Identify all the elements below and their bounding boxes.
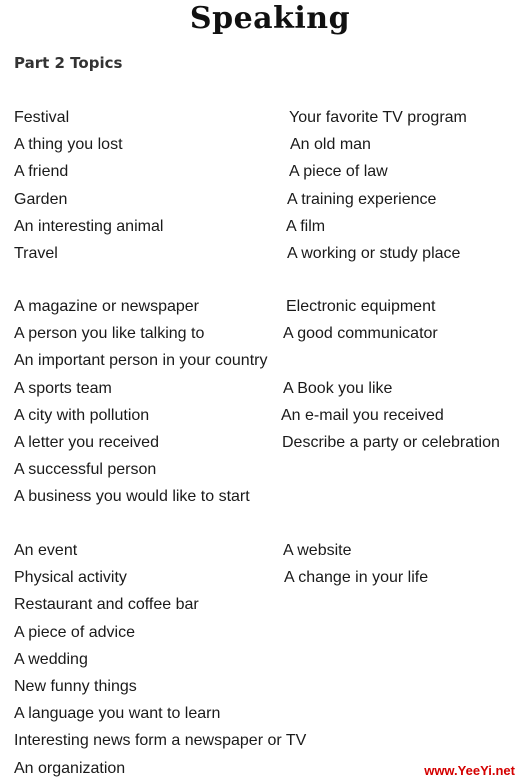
topic-item: Your favorite TV program <box>289 109 467 126</box>
topic-item: A sports team <box>14 380 112 397</box>
topic-item: A language you want to learn <box>14 705 221 722</box>
topic-item: A Book you like <box>283 380 393 397</box>
topic-item: A business you would like to start <box>14 488 250 505</box>
topic-item: A working or study place <box>287 245 461 262</box>
topic-item: Garden <box>14 191 68 208</box>
topic-item: An organization <box>14 760 126 777</box>
topic-item: A friend <box>14 163 69 180</box>
topic-item: A website <box>283 542 352 559</box>
topic-item: A person you like talking to <box>14 325 205 342</box>
topic-item: Physical activity <box>14 569 127 586</box>
topic-item: A training experience <box>287 191 437 208</box>
topic-item: New funny things <box>14 678 137 695</box>
topic-item: Festival <box>14 109 70 126</box>
watermark: www.YeeYi.net <box>424 763 515 778</box>
topic-item: A change in your life <box>284 569 429 586</box>
topic-item: An old man <box>290 136 371 153</box>
topic-item: A magazine or newspaper <box>14 298 199 315</box>
topic-item: A thing you lost <box>14 136 123 153</box>
topic-item: A city with pollution <box>14 407 150 424</box>
page-title: Speaking <box>189 1 351 36</box>
topic-item: A wedding <box>14 651 88 668</box>
topic-item: Describe a party or celebration <box>282 434 500 451</box>
topic-item: A piece of law <box>289 163 388 180</box>
topic-item: Restaurant and coffee bar <box>14 596 199 613</box>
section-subtitle: Part 2 Topics <box>14 54 123 72</box>
topic-item: A successful person <box>14 461 157 478</box>
topic-item: An e-mail you received <box>281 407 444 424</box>
topic-item: Travel <box>14 245 58 262</box>
topic-item: Electronic equipment <box>286 298 436 315</box>
topic-item: A good communicator <box>283 325 438 342</box>
topic-item: An interesting animal <box>14 218 164 235</box>
topic-item: A letter you received <box>14 434 159 451</box>
topic-item: An event <box>14 542 78 559</box>
topic-item: A film <box>286 218 326 235</box>
topic-item: An important person in your country <box>14 352 268 369</box>
topic-item: Interesting news form a newspaper or TV <box>14 732 307 749</box>
topic-item: A piece of advice <box>14 624 135 641</box>
